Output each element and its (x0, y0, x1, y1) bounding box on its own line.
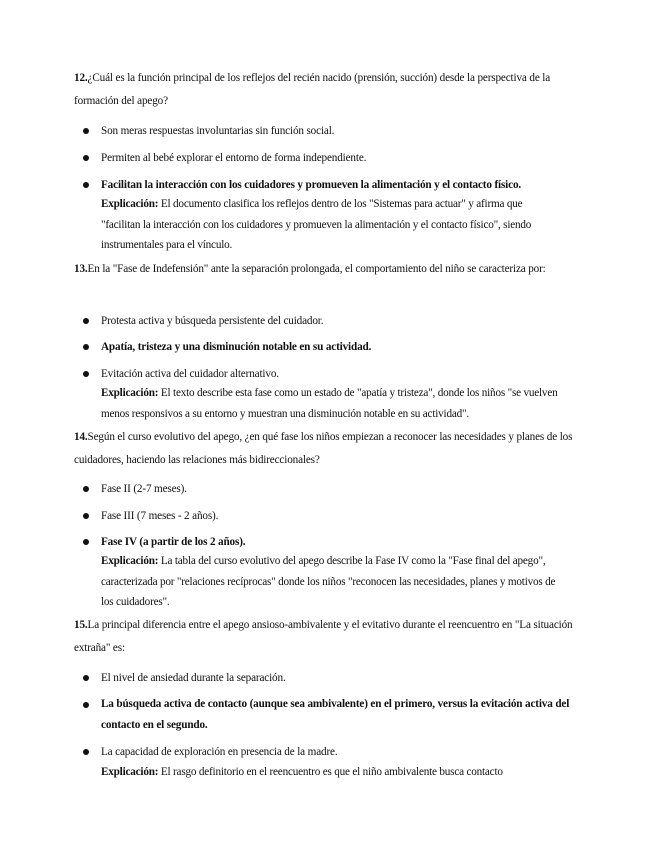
question-number: 12. (74, 72, 88, 84)
question-12 (74, 67, 582, 112)
explanation-14 (101, 551, 561, 613)
option-15-a: El nivel de ansiedad durante la separación. (101, 672, 286, 684)
bullet-icon (83, 675, 89, 681)
option-14-b: Fase III (7 meses - 2 años). (101, 510, 219, 522)
explanation-label: Explicación: (101, 766, 159, 778)
question-number: 15. (74, 619, 88, 631)
explanation-text: El rasgo definitorio en el reencuentro es que el niño ambivalente busca contacto (160, 766, 503, 778)
bullet-icon (83, 486, 89, 492)
option-13-c: Evitación activa del cuidador alternativo. (101, 368, 279, 380)
question-15 (74, 614, 582, 659)
bullet-icon (83, 344, 89, 350)
option-13-a: Protesta activa y búsqueda persistente del cuidador. (101, 315, 324, 327)
bullet-icon (83, 318, 89, 324)
bullet-icon (83, 539, 89, 545)
option-12-b: Permiten al bebé explorar el entorno de forma independiente. (101, 152, 367, 164)
explanation-12 (101, 194, 561, 256)
question-text: En la "Fase de Indefensión" ante la separación prolongada, el comportamiento del niño se caracteriza por: (87, 263, 546, 275)
question-13 (74, 258, 582, 281)
option-12-c-correct: Facilitan la interacción con los cuidadores y promueven la alimentación y el contacto físico. (101, 179, 522, 191)
explanation-text: El documento clasifica los reflejos dentro de los "Sistemas para actuar" y afirma que "facilitan la interacción con los cuidadores y promueven la alimentación y el contacto físico", siendo instrumentales para el vínculo. (101, 198, 532, 251)
option-15-c: La capacidad de exploración en presencia de la madre. (101, 746, 338, 758)
explanation-label: Explicación: (101, 387, 159, 399)
option-14-a: Fase II (2-7 meses). (101, 483, 187, 495)
option-13-b-correct: Apatía, tristeza y una disminución notable en su actividad. (101, 341, 372, 353)
bullet-icon (83, 702, 89, 708)
question-text: Según el curso evolutivo del apego, ¿en qué fase los niños empiezan a reconocer las necesidades y planes de los cuidadores, haciendo las relaciones más bidireccionales? (74, 431, 573, 466)
bullet-icon (83, 155, 89, 161)
explanation-text: La tabla del curso evolutivo del apego describe la Fase IV como la "Fase final del apego", caracterizada por "relaciones recíprocas" donde los niños "reconocen las necesidades, planes y motivos de los cuidadores". (101, 555, 556, 608)
question-14 (74, 426, 582, 471)
bullet-icon (83, 749, 89, 755)
explanation-13 (101, 383, 561, 424)
question-number: 14. (74, 431, 88, 443)
explanation-label: Explicación: (101, 555, 159, 567)
question-text: La principal diferencia entre el apego ansioso-ambivalente y el evitativo durante el reencuentro en "La situación extraña" es: (74, 619, 573, 654)
question-text: ¿Cuál es la función principal de los reflejos del recién nacido (prensión, succión) desde la perspectiva de la formación del apego? (74, 72, 551, 107)
question-number: 13. (74, 263, 88, 275)
bullet-icon (83, 371, 89, 377)
option-12-a: Son meras respuestas involuntarias sin función social. (101, 125, 335, 137)
bullet-icon (83, 128, 89, 134)
bullet-icon (83, 513, 89, 519)
explanation-15 (101, 762, 561, 783)
bullet-icon (83, 182, 89, 188)
option-15-b-correct: La búsqueda activa de contacto (aunque sea ambivalente) en el primero, versus la evitación activa del contacto en el segundo. (101, 698, 570, 731)
option-14-c-correct: Fase IV (a partir de los 2 años). (101, 536, 246, 548)
explanation-text: El texto describe esta fase como un estado de "apatía y tristeza", donde los niños "se vuelven menos responsivos a su entorno y muestran una disminución notable en su actividad". (101, 387, 558, 420)
explanation-label: Explicación: (101, 198, 159, 210)
